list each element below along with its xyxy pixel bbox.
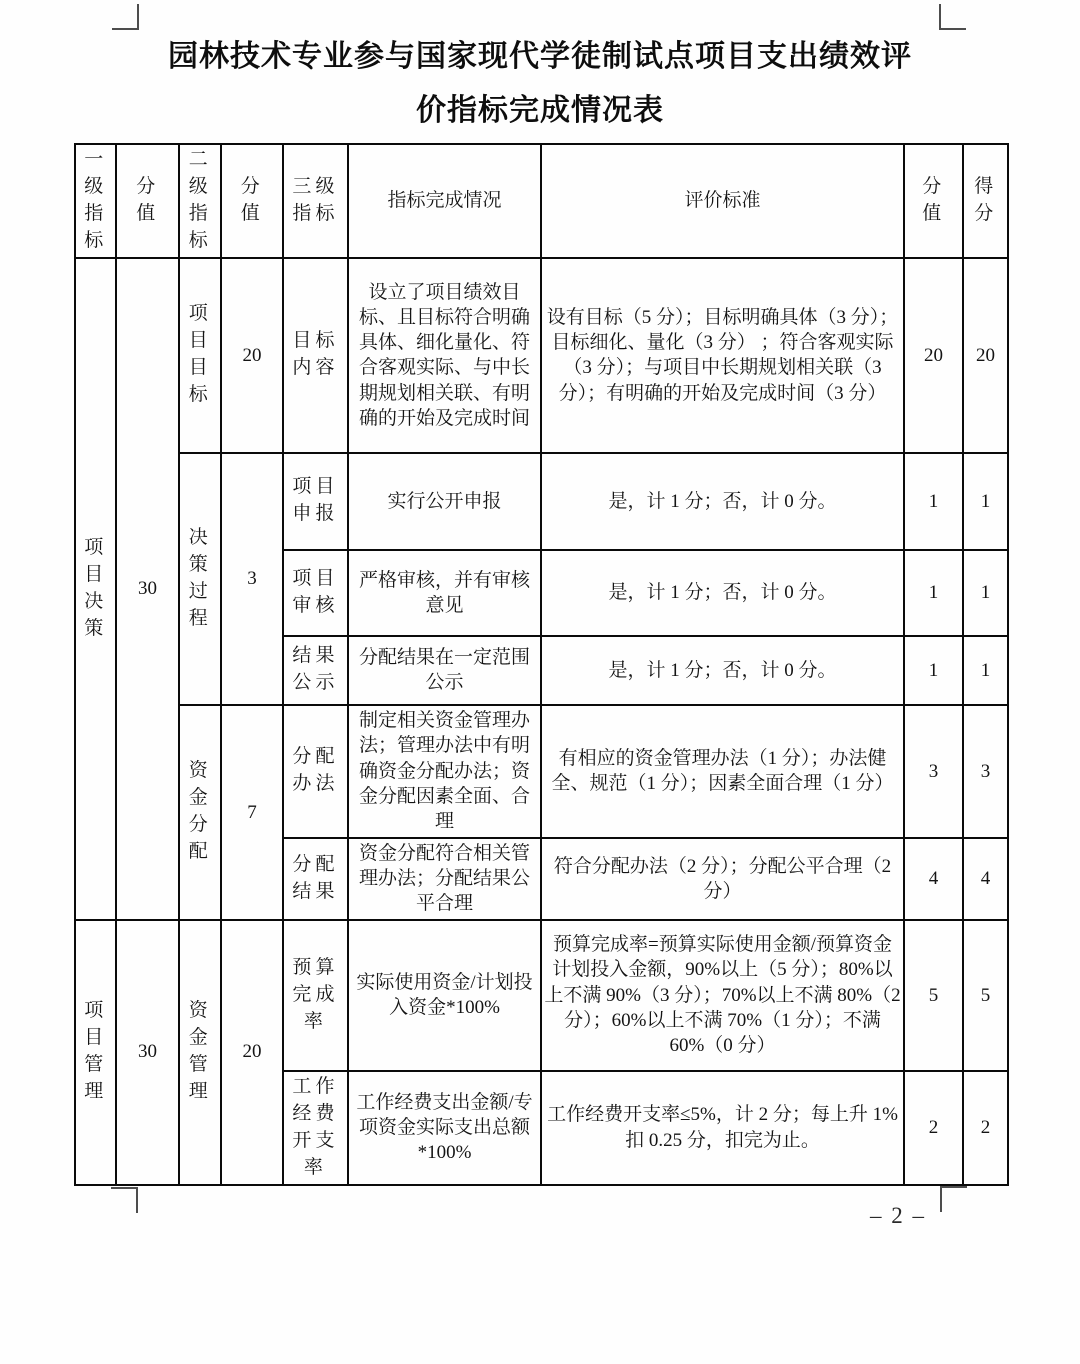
- header-level3-indicator: 三级指标: [283, 144, 348, 258]
- cell-earned: 3: [963, 705, 1008, 838]
- cell-level3: 分配办法: [283, 705, 348, 838]
- cell-level2-score: 3: [221, 453, 283, 705]
- cell-earned: 1: [963, 550, 1008, 636]
- cell-level3: 目标内容: [283, 258, 348, 453]
- header-completion: 指标完成情况: [348, 144, 541, 258]
- cell-criteria: 符合分配办法（2 分）；分配公平合理（2 分）: [541, 838, 904, 920]
- cell-earned: 1: [963, 453, 1008, 550]
- cell-level1-score: 30: [116, 258, 179, 920]
- cell-level3: 工作经费开支率: [283, 1071, 348, 1185]
- cell-score: 4: [904, 838, 963, 920]
- header-criteria: 评价标准: [541, 144, 904, 258]
- header-earned: 得分: [963, 144, 1008, 258]
- table-header-row: [75, 144, 1008, 258]
- document-title: [0, 42, 1080, 126]
- cell-earned: 1: [963, 636, 1008, 705]
- cell-score: 1: [904, 636, 963, 705]
- cell-score: 2: [904, 1071, 963, 1185]
- table-row: [75, 258, 1008, 453]
- crop-mark-top-left: [112, 4, 139, 30]
- header-score: 分值: [904, 144, 963, 258]
- cell-score: 1: [904, 550, 963, 636]
- cell-level3: 预算完成率: [283, 920, 348, 1071]
- cell-level1-project-management: 项目管理: [75, 920, 116, 1185]
- cell-level3: 项目申报: [283, 453, 348, 550]
- cell-criteria: 有相应的资金管理办法（1 分）；办法健全、规范（1 分）；因素全面合理（1 分）: [541, 705, 904, 838]
- cell-completion: 资金分配符合相关管理办法；分配结果公平合理: [348, 838, 541, 920]
- cell-criteria: 是，计 1 分；否，计 0 分。: [541, 636, 904, 705]
- cell-earned: 20: [963, 258, 1008, 453]
- cell-level2-score: 20: [221, 920, 283, 1185]
- cell-score: 20: [904, 258, 963, 453]
- header-score1: 分值: [116, 144, 179, 258]
- crop-mark-top-right: [939, 4, 966, 30]
- cell-earned: 2: [963, 1071, 1008, 1185]
- cell-level3: 分配结果: [283, 838, 348, 920]
- cell-level2-score: 20: [221, 258, 283, 453]
- cell-criteria: 是，计 1 分；否，计 0 分。: [541, 550, 904, 636]
- cell-completion: 分配结果在一定范围公示: [348, 636, 541, 705]
- cell-earned: 4: [963, 838, 1008, 920]
- cell-criteria: 预算完成率=预算实际使用金额/预算资金计划投入金额，90%以上（5 分）；80%以上不满 90%（3 分）；70%以上不满 80%（2 分）；60%以上不满 70%（1 分）；不满 60%（0 分）: [541, 920, 904, 1071]
- cell-level2-fund-allocation: 资金分配: [179, 705, 221, 920]
- table-row: [75, 920, 1008, 1071]
- cell-level3: 结果公示: [283, 636, 348, 705]
- cell-score: 1: [904, 453, 963, 550]
- cell-completion: 工作经费支出金额/专项资金实际支出总额*100%: [348, 1071, 541, 1185]
- cell-level2-project-goal: 项目目标: [179, 258, 221, 453]
- cell-level1-project-decision: 项目决策: [75, 258, 116, 920]
- cell-criteria: 工作经费开支率≤5%，计 2 分；每上升 1%扣 0.25 分，扣完为止。: [541, 1071, 904, 1185]
- cell-completion: 实际使用资金/计划投入资金*100%: [348, 920, 541, 1071]
- header-score2: 分值: [221, 144, 283, 258]
- cell-completion: 制定相关资金管理办法；管理办法中有明确资金分配办法；资金分配因素全面、合理: [348, 705, 541, 838]
- cell-completion: 实行公开申报: [348, 453, 541, 550]
- cell-level3: 项目审核: [283, 550, 348, 636]
- cell-level2-decision-process: 决策过程: [179, 453, 221, 705]
- cell-completion: 设立了项目绩效目标、且目标符合明确具体、细化量化、符合客观实际、与中长期规划相关联、有明确的开始及完成时间: [348, 258, 541, 453]
- crop-mark-bottom-right: [940, 1186, 967, 1212]
- header-level1-indicator: 一级指标: [75, 144, 116, 258]
- cell-level1-score: 30: [116, 920, 179, 1185]
- cell-earned: 5: [963, 920, 1008, 1071]
- evaluation-table: [74, 143, 1009, 1186]
- cell-score: 5: [904, 920, 963, 1071]
- cell-level2-score: 7: [221, 705, 283, 920]
- title-line-2: 价指标完成情况表: [416, 94, 664, 127]
- header-level2-indicator: 二级指标: [179, 144, 221, 258]
- table-row: [75, 453, 1008, 550]
- cell-criteria: 是，计 1 分；否，计 0 分。: [541, 453, 904, 550]
- crop-mark-bottom-left: [111, 1187, 138, 1213]
- cell-criteria: 设有目标（5 分）；目标明确具体（3 分）；目标细化、量化（3 分） ；符合客观实际（3 分）；与项目中长期规划相关联（3 分）；有明确的开始及完成时间（3 分）: [541, 258, 904, 453]
- cell-level2-fund-management: 资金管理: [179, 920, 221, 1185]
- title-line-1: 园林技术专业参与国家现代学徒制试点项目支出绩效评: [168, 40, 912, 73]
- table-row: [75, 705, 1008, 838]
- cell-completion: 严格审核，并有审核意见: [348, 550, 541, 636]
- cell-score: 3: [904, 705, 963, 838]
- page-number: – 2 –: [870, 1203, 926, 1228]
